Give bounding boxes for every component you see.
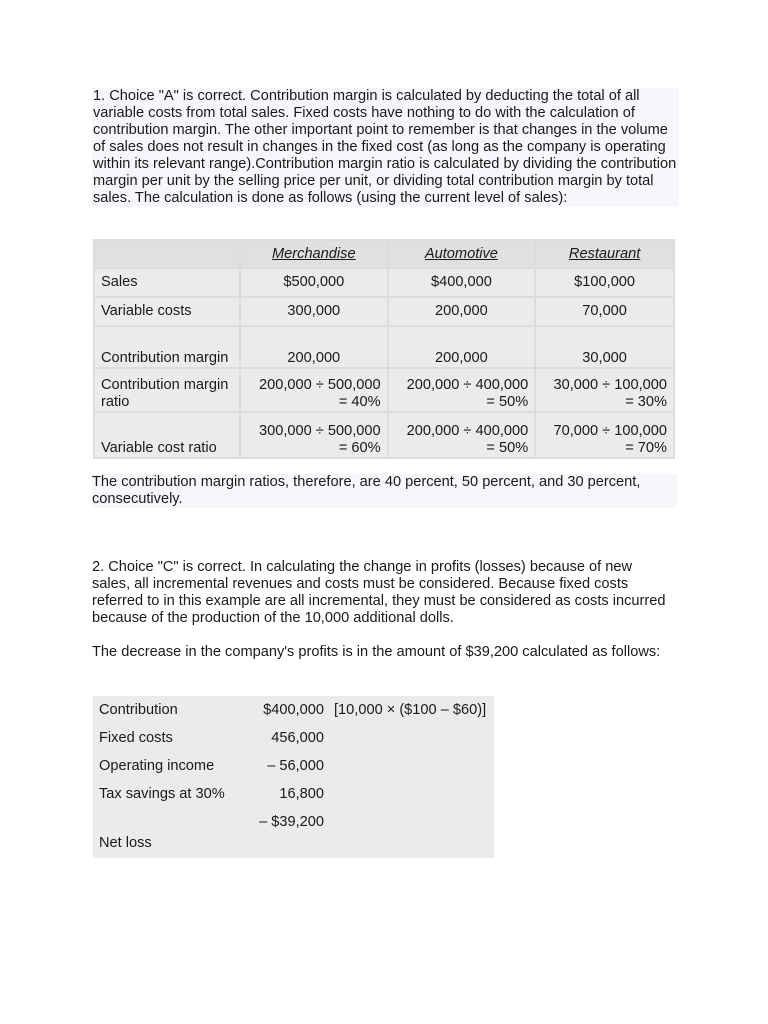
table-row	[95, 413, 673, 457]
cell-value: 200,000	[241, 327, 387, 367]
calc-result: = 50%	[486, 440, 529, 456]
section2-lead: The decrease in the company's profits is in the amount of $39,200 calculated as follows:	[92, 644, 661, 660]
cell-value: 200,000	[389, 298, 535, 325]
calc-line: 200,000 ÷ 400,000	[406, 423, 529, 439]
row-label: Fixed costs	[99, 729, 173, 746]
row-amount: $400,000	[263, 701, 324, 718]
cell-value	[241, 369, 387, 411]
row-note	[328, 808, 494, 858]
row-label: Tax savings at 30%	[99, 785, 225, 802]
calc-result: = 50%	[486, 394, 529, 410]
table-header-restaurant: Restaurant	[536, 241, 673, 267]
row-amount: – $39,200	[259, 814, 324, 830]
row-label: Operating income	[99, 757, 215, 774]
cell-value	[241, 413, 387, 457]
calc-result: = 60%	[338, 440, 381, 456]
table-row	[95, 369, 673, 411]
cell-value	[389, 413, 535, 457]
table-row	[95, 327, 673, 367]
row-label: Contribution margin	[95, 327, 239, 367]
cell-value: $400,000	[389, 269, 535, 296]
row-label: Variable cost ratio	[95, 413, 239, 457]
calc-result: = 30%	[625, 394, 667, 410]
section1-intro: 1. Choice "A" is correct. Contribution margin is calculated by deducting the total of all variable costs from total sales. Fixed costs have nothing to do with the calculation of contribution margin. The other important point to remember is that changes in the volume of sales does not result in changes in the fixed cost (as long as the company is operating within its relevant range).Contribution margin ratio is calculated by dividing the contribution margin per unit by the selling price per unit, or dividing total contribution margin by total sales. The calculation is done as follows (using the current level of sales):	[92, 88, 679, 207]
table-row	[93, 780, 494, 808]
table-row	[93, 808, 494, 858]
calc-result: = 40%	[338, 394, 381, 410]
cell-value: 200,000	[389, 327, 535, 367]
row-amount: 16,800	[279, 785, 324, 802]
cell-value: 30,000	[536, 327, 673, 367]
table-header-blank	[95, 241, 239, 267]
row-label: Contribution	[99, 701, 178, 718]
section2-intro: 2. Choice "C" is correct. In calculating the change in profits (losses) because of new sales, all incremental revenues and costs must be considered. Because fixed costs referred to in this example are all incremental, they must be considered as costs incurred because of the production of the 10,000 additional dolls.	[92, 559, 666, 626]
row-amount: – 56,000	[267, 757, 324, 774]
cell-value	[536, 369, 673, 411]
contribution-margin-table	[93, 239, 675, 459]
row-label: Variable costs	[95, 298, 239, 325]
table-row	[93, 724, 494, 752]
row-amount: 456,000	[271, 729, 324, 746]
calc-line: 300,000 ÷ 500,000	[258, 423, 381, 439]
row-note: [10,000 × ($100 – $60)]	[334, 701, 487, 718]
table-header-merchandise: Merchandise	[241, 241, 387, 267]
calc-line: 200,000 ÷ 500,000	[258, 377, 381, 393]
cell-value: $500,000	[241, 269, 387, 296]
row-note	[328, 780, 494, 808]
table-row	[95, 269, 673, 296]
calc-line: 200,000 ÷ 400,000	[406, 377, 529, 393]
cell-value	[536, 413, 673, 457]
section1-conclusion: The contribution margin ratios, therefore, are 40 percent, 50 percent, and 30 percent, consecutively.	[92, 474, 677, 508]
net-loss-table	[93, 696, 494, 858]
calc-line: 70,000 ÷ 100,000	[553, 423, 667, 439]
row-note	[328, 752, 494, 780]
row-label: Net loss	[99, 835, 152, 851]
row-label: Sales	[95, 269, 239, 296]
row-label: Contribution margin ratio	[95, 369, 239, 411]
table-header-automotive: Automotive	[389, 241, 535, 267]
cell-value	[389, 369, 535, 411]
table-row	[93, 696, 494, 724]
calc-line: 30,000 ÷ 100,000	[553, 377, 667, 393]
table-row	[95, 298, 673, 325]
table-row	[93, 752, 494, 780]
cell-value: $100,000	[536, 269, 673, 296]
calc-result: = 70%	[625, 440, 667, 456]
cell-value: 300,000	[241, 298, 387, 325]
row-note	[328, 724, 494, 752]
cell-value: 70,000	[536, 298, 673, 325]
